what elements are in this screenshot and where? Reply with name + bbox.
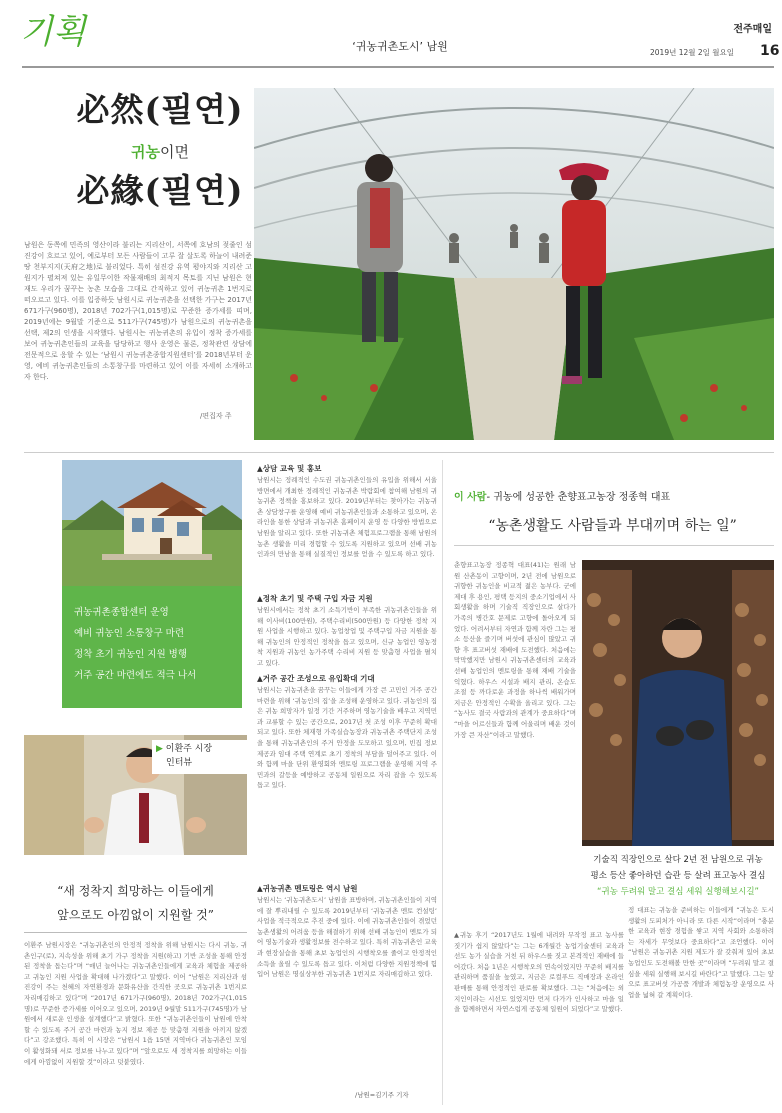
farmer-photo [582,560,774,846]
headline-middle [70,141,250,162]
interview-body: 이환주 남원시장은 “귀농귀촌인의 안정적 정착을 위해 남원시는 다시 귀농, 귀촌인구(로), 지속성을 위해 초기 가구 정착을 지원(하고) 기반 조성을 통해 안정된 정착을 돕는다”며 “매년 늘어나는 귀농귀촌인들에게 교육과 체험을 제공하고 귀농인 지원 사업을 확대해 나가겠다”고 말했다. 이어 “남원은 지리산과 섬진강이 주는 천혜의 자연환경과 문화유산을 간직한 곳으로 귀농귀촌 1번지로 자리매김하고 있다”며 “2017년 671가구(960명), 2018년 702가구(1,015명)로 꾸준한 증가세를 이어오고 있으며, 2019년 9월말 511가구(745명)가 남원에서 새로운 인생을 설계했다”고 밝혔다. 또한 “귀농귀촌인들이 남원에 안착할 수 있도록 주거 공간 마련과 농지 정보 제공 등 맞춤형 지원을 아끼지 않겠다”고 강조했다. 특히 이 시장은 “남원시 1읍 15면 지역마다 귀농귀촌인 모임이 활성화돼 서로 정보를 나누고 있다”며 “앞으로도 새 정착지를 희망하는 이들에게 아낌없이 지원할 것”이라고 덧붙였다. [24,941,247,1066]
photo-caption [582,852,774,900]
caption-line: 기술직 직장인으로 살다 2년 전 남원으로 귀농 [593,855,763,865]
interview-label-sub: 인터뷰 [166,758,193,768]
page-section-title: ‘귀농귀촌도시’ 남원 [352,40,448,53]
mid-section-body: 남원시는 ‘귀농귀촌도시’ 남원을 표방하며, 귀농귀촌인들이 지역에 잘 뿌리내릴 수 있도록 2019년부터 ‘귀농귀촌 멘토 컨설팅’ 사업을 적극적으로 추진 중에 있다. 이에 귀농귀촌인들이 겪었던 농촌생활의 어려움 등을 해결하기 위해 선배 귀농인이 멘토가 되어 영농기술과 생활정보를 전수하고 있다. 특히 귀농귀촌인 교육과 현장실습을 통해 초보 농업인의 시행착오를 줄이고 안정적인 소득을 올릴 수 있도록 돕고 있다. 이처럼 다양한 지원정책에 힘입어 남원은 명실상부한 귀농귀촌 1번지로 자리매김하고 있다. [257,896,437,979]
caption-quote: “귀농 두려워 말고 결심 세워 실행해보시길” [597,887,759,897]
lead-paragraph: 남원은 동쪽에 민족의 영산이라 불리는 지리산이, 서쪽에 호남의 젖줄인 섬진강이 흐르고 있어, 예로부터 모든 사람들이 고루 잘 살도록 하늘이 내려준 땅 천부지지(天府之地)로 불리었다. 특히 섬진강 유역 평야지와 지리산 고원지가 펼쳐져 있는 유일무이한 작물재배의 최적지 목토를 지닌 남원은 현재도 우리가 꿈꾸는 농촌 모습을 그대로 간직하고 있어 귀농귀촌 1번지로 떠오르고 있다. 이를 입증하듯 남원시로 귀농귀촌을 선택한 가구는 2017년 671가구(960명), 2018년 702가구(1,015명)로 꾸준한 증가세를 띠며, 2019년에는 9월말 기준으로 511가구(745명)가 남원으로의 귀농귀촌을 선택, 제2의 인생을 시작했다. 남원시는 귀농귀촌의 유입이 정착 증가세를 보여 귀농귀촌인들의 교육을 담당하고 행사 운영은 물론, 정착관련 상담에 전문적으로 응할 수 있는 ‘남원시 귀농귀촌종합지원센터’를 2018년부터 운영, 예비 귀농귀촌인들의 소통창구를 마련하고 있어 이를 자세히 소개하고자 한다. [24,241,252,381]
mid-section-title: ▲귀농귀촌 멘토링은 역시 남원 [257,884,358,893]
person-body-1: 춘향표고농장 정종혁 대표(41)는 원래 남원 산촌동이 고향이며, 2년 전에 남원으로 귀향한 귀농인을 비교적 젊은 농부다. 군에 제대 후 용인, 평택 등지의 중소기업에서 사회생활을 하며 기술직 직장인으로 살다가 가족의 병간호 문제로 고향에 돌아오게 되었다. 어려서부터 자연과 함께 자란 그는 평소 등산을 즐기며 버섯에 관심이 많았고 귀향 후 표고버섯 재배에 도전했다. 처음에는 막막했지만 남원시 귀농귀촌센터의 교육과 선배 농업인의 멘토링을 통해 재배 기술을 익혔다. 하우스 시설과 배지 관리, 온습도 조절 등 까다로운 과정을 하나씩 배워가며 지금은 안정적인 수확을 올리고 있다. 그는 “농사도 결국 사람과의 관계가 중요하다”며 “마을 어르신들과 함께 어울리며 배운 것이 가장 큰 자산”이라고 말했다. [454,561,576,739]
caption-line: 평소 등산 좋아하던 습관 등 살려 표고농사 결심 [590,871,766,881]
interview-quote-line-2: 앞으로도 아낌없이 지원할 것” [57,908,214,922]
section-logo: 기획 [20,12,86,52]
person-article-title: “농촌생활도 사람들과 부대끼며 하는 일” [488,518,737,534]
quote-divider [24,932,247,933]
person-kicker-accent: 이 사람 [454,492,487,503]
newspaper-name: 전주매일 [733,24,772,35]
interview-quote-line-1: “새 정착지 희망하는 이들에게 [57,884,214,898]
issue-date: 2019년 12월 2일 월요일 [650,48,735,57]
headline-middle-accent: 귀농 [131,143,160,161]
mid-section-title: ▲상담 교육 및 홍보 [257,464,322,473]
greenhouse-strawberry-photo [254,88,774,440]
mid-section-body: 남원시는 귀농귀촌을 꿈꾸는 이들에게 가장 큰 고민인 거주 공간 마련을 위해 ‘귀농인의 집’을 조성해 운영하고 있다. 귀농인의 집은 귀농 희망자가 일정 기간 거주하며 영농기술을 배우고 지역민과 교류할 수 있는 공간으로, 2017년 첫 조성 이후 꾸준히 확대되고 있다. 또한 체재형 가족실습농장과 귀농귀촌 주택단지 조성을 통해 귀농귀촌인의 주거 안정을 도모하고 있으며, 빈집 정보 제공과 임대 주택 연계로 초기 정착의 부담을 덜어주고 있다. 이와 함께 마을 단위 환영회와 멘토링 프로그램을 운영해 지역 주민과의 갈등을 예방하고 공동체 일원으로 자리 잡을 수 있도록 돕고 있다. [257,686,437,790]
interview-label [152,740,247,774]
mid-byline: /남원=김기주 기자 [355,1091,409,1099]
column-divider [442,460,443,1105]
summary-item: 거주 공간 마련에도 적극 나서 [74,670,197,681]
summary-item: 예비 귀농인 소통창구 마련 [74,628,185,639]
summary-item: 귀농귀촌종합센터 운영 [74,607,169,618]
interview-label-name: ▶ 이환주 시장 [156,744,213,754]
summary-box [62,586,242,708]
headline-line-1: 必然(필연) [76,90,244,129]
house-photo [62,460,242,586]
mid-section-title: ▲거주 공간 조성으로 유입확대 기대 [257,674,375,683]
person-body-2: ▲귀농 후기 “2017년도 1월에 내려와 무작정 표고 농사를 짓기가 쉽지 않았다”는 그는 6개월간 농업기술센터 교육과 선도 농가 실습을 거친 뒤 하우스를 짓고 본격적인 재배에 들어갔다. 처음 1년은 시행착오의 연속이었지만 꾸준히 배지를 관리하며 품질을 높였고, 지금은 로컬푸드 직매장과 온라인 판매를 통해 안정적인 판로를 확보했다. 그는 “처음에는 외지인이라는 시선도 있었지만 먼저 다가가 인사하고 마을 일을 함께하면서 자연스럽게 공동체 일원이 되었다”고 말했다. [454,931,624,1014]
lead-byline: /편집자 주 [200,412,232,420]
headline-middle-rest: 이면 [160,143,189,161]
mid-section-body: 남원시는 정례적인 수도권 귀농귀촌인들의 유입을 위해서 서울 방면에서 개최한 정례적인 귀농귀촌 박람회에 참여해 남원의 귀농귀촌 정책을 홍보하고 있다. 2019년부터는 찾아가는 귀농귀촌 상담창구를 운영해 예비 귀농귀촌인들과 소통하고 있으며, 온라인을 통한 상담과 귀농귀촌 홈페이지 운영 등 다양한 방법으로 남원을 알리고 있다. 또한 귀농귀촌 체험프로그램을 통해 남원의 농촌 생활을 미리 경험할 수 있도록 지원하고 있으며 선배 귀농인과의 만남을 통해 실질적인 정보를 얻을 수 있도록 하고 있다. [257,476,437,559]
title-divider [454,545,774,546]
mid-section-title: ▲정착 초기 및 주택 구입 자금 지원 [257,594,373,603]
page-number: 16 [760,43,780,59]
summary-item: 정착 초기 귀농인 지원 병행 [74,649,188,660]
header-divider [22,66,774,68]
person-kicker [454,488,670,503]
person-kicker-rest: - 귀농에 성공한 춘향표고농장 정종혁 대표 [486,492,671,503]
person-body-3: 정 대표는 귀농을 준비하는 이들에게 “귀농은 도시 생활의 도피처가 아니라 또 다른 시작”이라며 “충분한 교육과 현장 경험을 쌓고 지역 사회와 소통하려는 자세가 무엇보다 중요하다”고 조언했다. 이어 “남원은 귀농귀촌 지원 제도가 잘 갖춰져 있어 초보 농업인도 도전해볼 만한 곳”이라며 “두려워 말고 결심을 세워 실행해 보시길 바란다”고 말했다. 그는 앞으로 표고버섯 가공품 개발과 체험농장 운영으로 사업을 넓혀 갈 계획이다. [628,906,774,999]
section-divider [24,452,774,453]
triangle-icon: ▶ [156,744,166,754]
headline-line-2: 必緣(필연) [76,171,244,210]
mid-section-body: 남원시에서는 정착 초기 소득기반이 부족한 귀농귀촌인들을 위해 이사비(100만원), 주택수리비(500만원) 등 다양한 정착 지원 사업을 시행하고 있다. 농업창업 및 주택구입 자금 지원을 통해 귀농인의 안정적인 정착을 돕고 있으며, 신규 농업인 영농정착 지원과 귀농인 농가주택 수리비 지원 등 맞춤형 사업을 펼치고 있다. [257,606,437,667]
